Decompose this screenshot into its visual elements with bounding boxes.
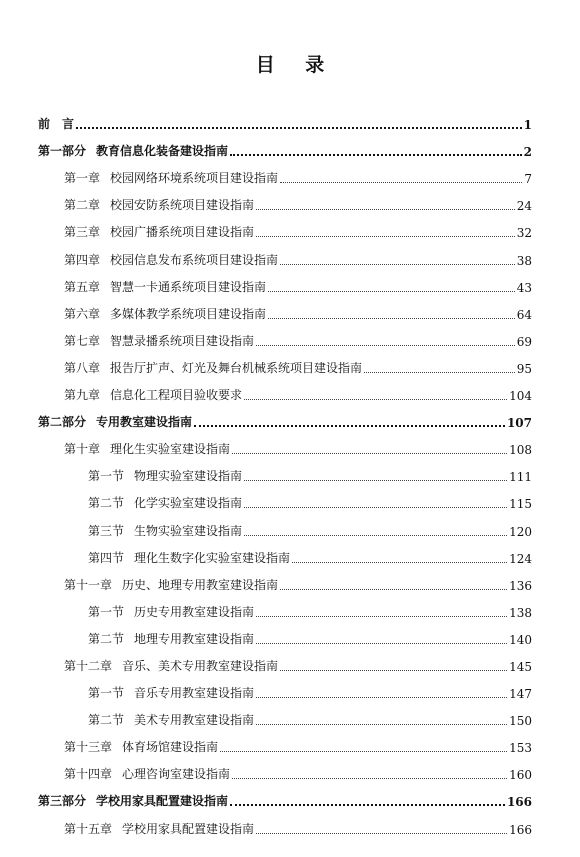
- toc-entry-title: 历史专用教室建设指南: [134, 604, 255, 619]
- toc-entry-title: 多媒体教学系统项目建设指南: [110, 306, 267, 321]
- toc-entry-number: 第二节: [88, 496, 125, 511]
- toc-entry-number: 第三部分: [38, 794, 87, 809]
- toc-entry-number: 第九章: [64, 388, 101, 403]
- toc-entry[interactable]: [38, 108, 532, 135]
- toc-entry-label: [64, 738, 218, 755]
- toc-entry-label: [88, 494, 242, 511]
- toc-entry-page: 153: [509, 741, 532, 756]
- toc-entry-label: [64, 657, 278, 674]
- toc-leader-dots: [194, 424, 505, 427]
- toc-entry[interactable]: [38, 189, 532, 216]
- toc-leader-dots: [280, 263, 515, 265]
- toc-entry[interactable]: [38, 514, 532, 541]
- toc-entry-title: 信息化工程项目验收要求: [110, 388, 243, 403]
- toc-entry-label: [88, 467, 242, 484]
- toc-leader-dots: [256, 344, 515, 346]
- toc-entry[interactable]: [38, 677, 532, 704]
- toc-entry-title: 生物实验室建设指南: [134, 523, 243, 538]
- toc-leader-dots: [232, 777, 507, 779]
- toc-entry-page: 111: [509, 470, 532, 485]
- toc-entry-page: 147: [509, 687, 532, 702]
- toc-entry-title: 理化生实验室建设指南: [110, 442, 231, 457]
- toc-leader-dots: [76, 126, 522, 129]
- toc-entry-label: [64, 278, 266, 295]
- toc-leader-dots: [256, 235, 515, 237]
- toc-entry-title: 学校用家具配置建设指南: [96, 794, 229, 809]
- toc-entry-number: 第七章: [64, 333, 101, 348]
- toc-leader-dots: [268, 290, 515, 292]
- toc-entry[interactable]: [38, 379, 532, 406]
- toc-entry-number: 第十五章: [64, 821, 113, 836]
- toc-leader-dots: [256, 642, 507, 644]
- toc-entry-title: 体育场馆建设指南: [122, 740, 219, 755]
- toc-leader-dots: [364, 371, 515, 373]
- toc-leader-dots: [280, 181, 522, 183]
- toc-entry[interactable]: [38, 704, 532, 731]
- toc-entry[interactable]: [38, 325, 532, 352]
- toc-entry-number: 第五章: [64, 279, 101, 294]
- toc-entry-label: [88, 603, 254, 620]
- toc-entry-number: 第四节: [88, 550, 125, 565]
- toc-entry-page: 69: [516, 334, 532, 349]
- toc-entry-label: [88, 711, 254, 728]
- toc-entry-number: 第六章: [64, 306, 101, 321]
- toc-entry-label: [64, 576, 278, 593]
- toc-entry[interactable]: [38, 650, 532, 677]
- toc-entry[interactable]: [38, 460, 532, 487]
- toc-entry-label: [64, 440, 230, 457]
- toc-entry[interactable]: [38, 758, 532, 785]
- toc-leader-dots: [230, 803, 505, 806]
- toc-entry[interactable]: [38, 243, 532, 270]
- toc-entry[interactable]: [38, 216, 532, 243]
- toc-entry-title: 学校用家具配置建设指南: [122, 821, 255, 836]
- toc-entry-page: 64: [516, 307, 532, 322]
- toc-entry-label: [38, 115, 74, 132]
- toc-entry-title: 化学实验室建设指南: [134, 496, 243, 511]
- toc-entry-number: 第三章: [64, 225, 101, 240]
- toc-entry[interactable]: [38, 785, 532, 812]
- toc-entry-label: [64, 765, 230, 782]
- toc-entry[interactable]: [38, 569, 532, 596]
- toc-leader-dots: [256, 696, 507, 698]
- toc-entry-number: 第四章: [64, 252, 101, 267]
- toc-entry-title: 专用教室建设指南: [96, 415, 193, 430]
- toc-entry-page: 95: [516, 361, 532, 376]
- toc-entry-number: 第一节: [88, 604, 125, 619]
- toc-entry-page: 38: [516, 253, 532, 268]
- table-of-contents: [38, 108, 532, 840]
- toc-entry-title: 物理实验室建设指南: [134, 469, 243, 484]
- toc-entry-page: 138: [509, 605, 532, 620]
- toc-entry[interactable]: [38, 271, 532, 298]
- toc-entry-label: [88, 522, 242, 539]
- toc-leader-dots: [256, 832, 507, 834]
- toc-entry[interactable]: [38, 623, 532, 650]
- toc-entry-label: [64, 251, 278, 268]
- page-title: 目 录: [255, 54, 337, 76]
- toc-entry-number: 第一章: [64, 171, 101, 186]
- toc-entry-title: 心理咨询室建设指南: [122, 767, 231, 782]
- toc-leader-dots: [280, 588, 507, 590]
- toc-entry[interactable]: [38, 162, 532, 189]
- toc-leader-dots: [292, 561, 507, 563]
- toc-entry-page: 108: [509, 443, 532, 458]
- toc-leader-dots: [244, 479, 507, 481]
- toc-entry-number: 第一部分: [38, 144, 87, 159]
- toc-entry[interactable]: [38, 812, 532, 839]
- toc-entry-page: 166: [506, 795, 532, 810]
- toc-entry-title: 美术专用教室建设指南: [134, 713, 255, 728]
- toc-entry-title: 音乐专用教室建设指南: [134, 686, 255, 701]
- toc-entry-page: 107: [506, 416, 532, 431]
- toc-entry-label: [64, 332, 254, 349]
- toc-entry-label: [38, 413, 192, 430]
- toc-entry[interactable]: [38, 542, 532, 569]
- toc-entry-number: 第二节: [88, 631, 125, 646]
- toc-entry-label: [38, 142, 228, 159]
- toc-entry-label: [88, 630, 254, 647]
- toc-entry-page: 32: [516, 226, 532, 241]
- toc-entry-number: 第十章: [64, 442, 101, 457]
- toc-leader-dots: [280, 669, 507, 671]
- toc-entry-title: 理化生数字化实验室建设指南: [134, 550, 291, 565]
- toc-entry-number: 第十一章: [64, 577, 113, 592]
- toc-entry-title: 历史、地理专用教室建设指南: [122, 577, 279, 592]
- toc-leader-dots: [256, 723, 507, 725]
- toc-entry-label: [64, 169, 278, 186]
- toc-entry-page: 1: [523, 118, 532, 133]
- toc-leader-dots: [220, 750, 507, 752]
- toc-entry-number: 第十三章: [64, 740, 113, 755]
- toc-entry[interactable]: [38, 406, 532, 433]
- toc-entry-number: 前 言: [38, 117, 75, 132]
- toc-entry-number: 第八章: [64, 360, 101, 375]
- toc-entry-title: 教育信息化装备建设指南: [96, 144, 229, 159]
- toc-leader-dots: [244, 506, 507, 508]
- toc-entry-title: 校园安防系统项目建设指南: [110, 198, 255, 213]
- toc-entry-number: 第二节: [88, 713, 125, 728]
- toc-leader-dots: [256, 615, 507, 617]
- toc-entry-page: 115: [509, 497, 532, 512]
- toc-entry-page: 145: [509, 659, 532, 674]
- toc-entry-page: 140: [509, 632, 532, 647]
- toc-entry-title: 校园信息发布系统项目建设指南: [110, 252, 279, 267]
- toc-entry-title: 音乐、美术专用教室建设指南: [122, 658, 279, 673]
- toc-entry-page: 166: [509, 822, 532, 837]
- toc-entry-number: 第十四章: [64, 767, 113, 782]
- toc-entry-title: 智慧一卡通系统项目建设指南: [110, 279, 267, 294]
- toc-entry-page: 104: [509, 389, 532, 404]
- toc-entry-number: 第一节: [88, 469, 125, 484]
- toc-entry-title: 地理专用教室建设指南: [134, 631, 255, 646]
- toc-entry[interactable]: [38, 352, 532, 379]
- toc-entry-number: 第二章: [64, 198, 101, 213]
- toc-entry-label: [64, 359, 362, 376]
- toc-entry-page: 160: [509, 768, 532, 783]
- toc-entry-number: 第一节: [88, 686, 125, 701]
- toc-entry-page: 120: [509, 524, 532, 539]
- toc-leader-dots: [268, 317, 515, 319]
- toc-entry-label: [64, 305, 266, 322]
- toc-entry-page: 24: [516, 199, 532, 214]
- toc-entry-page: 43: [516, 280, 532, 295]
- toc-entry-label: [64, 820, 254, 837]
- toc-entry[interactable]: [38, 487, 532, 514]
- toc-entry-page: 136: [509, 578, 532, 593]
- toc-entry-label: [88, 684, 254, 701]
- toc-entry-title: 智慧录播系统项目建设指南: [110, 333, 255, 348]
- toc-entry-number: 第二部分: [38, 415, 87, 430]
- toc-entry-title: 报告厅扩声、灯光及舞台机械系统项目建设指南: [110, 360, 363, 375]
- toc-leader-dots: [244, 398, 507, 400]
- toc-entry-title: 校园广播系统项目建设指南: [110, 225, 255, 240]
- toc-entry-label: [64, 223, 254, 240]
- toc-entry-number: 第十二章: [64, 658, 113, 673]
- toc-entry-page: 7: [524, 172, 532, 187]
- toc-entry[interactable]: [38, 596, 532, 623]
- toc-leader-dots: [232, 452, 507, 454]
- toc-leader-dots: [244, 534, 507, 536]
- toc-leader-dots: [230, 153, 522, 156]
- toc-entry-page: 124: [509, 551, 532, 566]
- toc-entry[interactable]: [38, 135, 532, 162]
- toc-entry-label: [38, 792, 228, 809]
- toc-entry[interactable]: [38, 298, 532, 325]
- toc-entry[interactable]: [38, 433, 532, 460]
- toc-entry[interactable]: [38, 731, 532, 758]
- toc-entry-label: [64, 386, 242, 403]
- toc-entry-title: 校园网络环境系统项目建设指南: [110, 171, 279, 186]
- toc-entry-page: 150: [509, 714, 532, 729]
- toc-entry-label: [64, 196, 254, 213]
- toc-leader-dots: [256, 208, 515, 210]
- toc-entry-number: 第三节: [88, 523, 125, 538]
- toc-entry-page: 2: [523, 145, 532, 160]
- toc-entry-label: [88, 549, 290, 566]
